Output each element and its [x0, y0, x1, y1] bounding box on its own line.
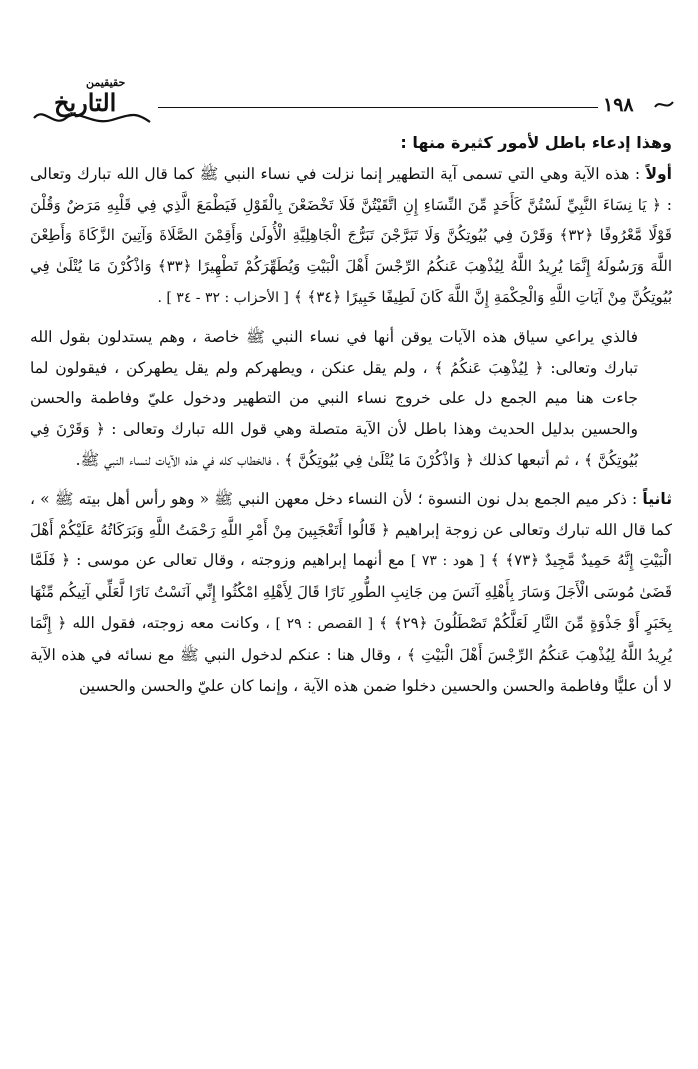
paragraph-text: ، ثم أتبعها كذلك: [478, 450, 580, 469]
quran-verse: ﴿ يَا نِسَاءَ النَّبِيِّ لَسْتُنَّ كَأَحَدٍ مِّنَ النِّسَاءِ إِنِ اتَّقَيْتُنَّ فَلَا تَخْضَعْنَ بِالْقَوْلِ فَيَطْمَعَ الَّذِي فِي قَلْبِهِ مَرَضٌ وَقُلْنَ قَوْلًا مَّعْرُوفًا ﴿٣٢﴾ وَقَرْنَ فِي بُيُوتِكُنَّ وَلَا تَبَرَّجْنَ تَبَرُّجَ الْجَاهِلِيَّةِ الْأُولَىٰ وَأَقِمْنَ الصَّلَاةَ وَآتِينَ الزَّكَاةَ وَأَطِعْنَ اللَّهَ وَرَسُولَهُ إِنَّمَا يُرِيدُ اللَّهُ لِيُذْهِبَ عَنكُمُ الرِّجْسَ أَهْلَ الْبَيْتِ وَيُطَهِّرَكُمْ تَطْهِيرًا ﴿٣٣﴾ وَاذْكُرْنَ مَا يُتْلَىٰ فِي بُيُوتِكُنَّ مِنْ آيَاتِ اللَّهِ وَالْحِكْمَةِ إِنَّ اللَّهَ كَانَ لَطِيفًا خَبِيرًا ﴿٣٤﴾ ﴾: [30, 195, 672, 306]
quran-verse: ﴿ وَقَرْنَ فِي بُيُوتِكُنَّ ﴾: [30, 420, 638, 469]
book-logo: [32, 76, 152, 130]
paragraph-lead: أولاً: [645, 164, 672, 183]
quran-verse: ﴿ إِنَّمَا يُرِيدُ اللَّهُ لِيُذْهِبَ عَنكُمُ الرِّجْسَ أَهْلَ الْبَيْتِ ﴾: [30, 613, 672, 664]
page-header: [28, 70, 673, 130]
verse-reference: [ هود : ٧٣ ]: [410, 553, 485, 570]
quran-verse: ﴿ وَاذْكُرْنَ مَا يُتْلَىٰ فِي بُيُوتِكُنَّ ﴾: [284, 450, 474, 469]
logo-swash-ornament: [32, 104, 152, 130]
page-body: [30, 128, 672, 701]
quran-verse: ﴿ لِيُذْهِبَ عَنكُمُ ﴾: [434, 358, 544, 377]
verse-reference: [ الأحزاب : ٣٢ - ٣٤ ] .: [157, 289, 289, 306]
paragraph-text: : هذه الآية وهي التي تسمى آية التطهير إنما نزلت في نساء النبي ﷺ كما قال الله تبارك وتعالى :: [30, 164, 672, 214]
paragraph-lead: ثانياً: [642, 489, 673, 508]
verse-reference: [ القصص : ٢٩ ] ،: [265, 615, 374, 632]
paragraph-text: مع أنهما إبراهيم وزوجته ، وقال تعالى عن موسى :: [76, 551, 405, 570]
header-rule: [158, 107, 598, 108]
paragraph-text: وكانت معه زوجته، فقول الله: [72, 613, 260, 632]
quran-verse: ﴿ فَلَمَّا قَضَىٰ مُوسَى الْأَجَلَ وَسَارَ بِأَهْلِهِ آنَسَ مِن جَانِبِ الطُّورِ نَارًا قَالَ لِأَهْلِهِ امْكُثُوا إِنِّي آنَسْتُ نَارًا لَّعَلِّي آتِيكُم مِّنْهَا بِخَبَرٍ أَوْ جَذْوَةٍ مِّنَ النَّارِ لَعَلَّكُمْ تَصْطَلُونَ ﴿٢٩﴾ ﴾: [30, 551, 672, 632]
quran-verse: ﴿ قَالُوا أَتَعْجَبِينَ مِنْ أَمْرِ اللَّهِ رَحْمَتُ اللَّهِ وَبَرَكَاتُهُ عَلَيْكُمْ أَهْلَ الْبَيْتِ إِنَّهُ حَمِيدٌ مَّجِيدٌ ﴿٧٣﴾ ﴾: [30, 520, 672, 570]
paragraph-first: [30, 159, 672, 314]
paragraph-text: ، ولم يقل عنكن ، ويطهركم ولم يقل يطهركن ، فيقولون لما جاءت هنا ميم الجمع دل على خروج نساء النبي من التطهير ودخول عليّ وفاطمة والحسن والحسين بدليل الحديث وهذا باطل لأن الآية متصلة وهي قول الله تبارك وتعالى :: [30, 358, 638, 439]
page-number: ١٩٨: [603, 94, 634, 116]
paragraph-text: : ذكر ميم الجمع بدل نون النسوة ؛ لأن النساء دخل معهن النبي ﷺ « وهو رأس أهل بيته ﷺ » ، كما قال الله تبارك وتعالى عن زوجة إبراهيم: [30, 489, 672, 539]
paragraph-second: [30, 322, 672, 476]
paragraph-text: ، فالخطاب كله في هذه الآيات لنساء النبي ﷺ.: [75, 450, 280, 469]
logo-small-text: حقيقيمن: [86, 76, 126, 89]
page-number-ornament: [654, 98, 674, 112]
paragraph-text: فالذي يراعي سياق هذه الآيات يوقن أنها في نساء النبي ﷺ خاصة ، وهم يستدلون بقول الله تبارك وتعالى:: [30, 327, 638, 377]
paragraph-third: [30, 484, 672, 702]
section-title: وهذا إدعاء باطل لأمور كثيرة منها :: [400, 133, 672, 152]
logo-main-text: التاريخ: [54, 88, 117, 117]
paragraph-text: ، وقال هنا : عنكم لدخول النبي ﷺ مع نسائه في هذه الآية لا أن عليًّا وفاطمة والحسن والحسين دخلوا ضمن هذه الآية ، وإنما كان عليّ والحسن والحسين: [30, 645, 672, 695]
